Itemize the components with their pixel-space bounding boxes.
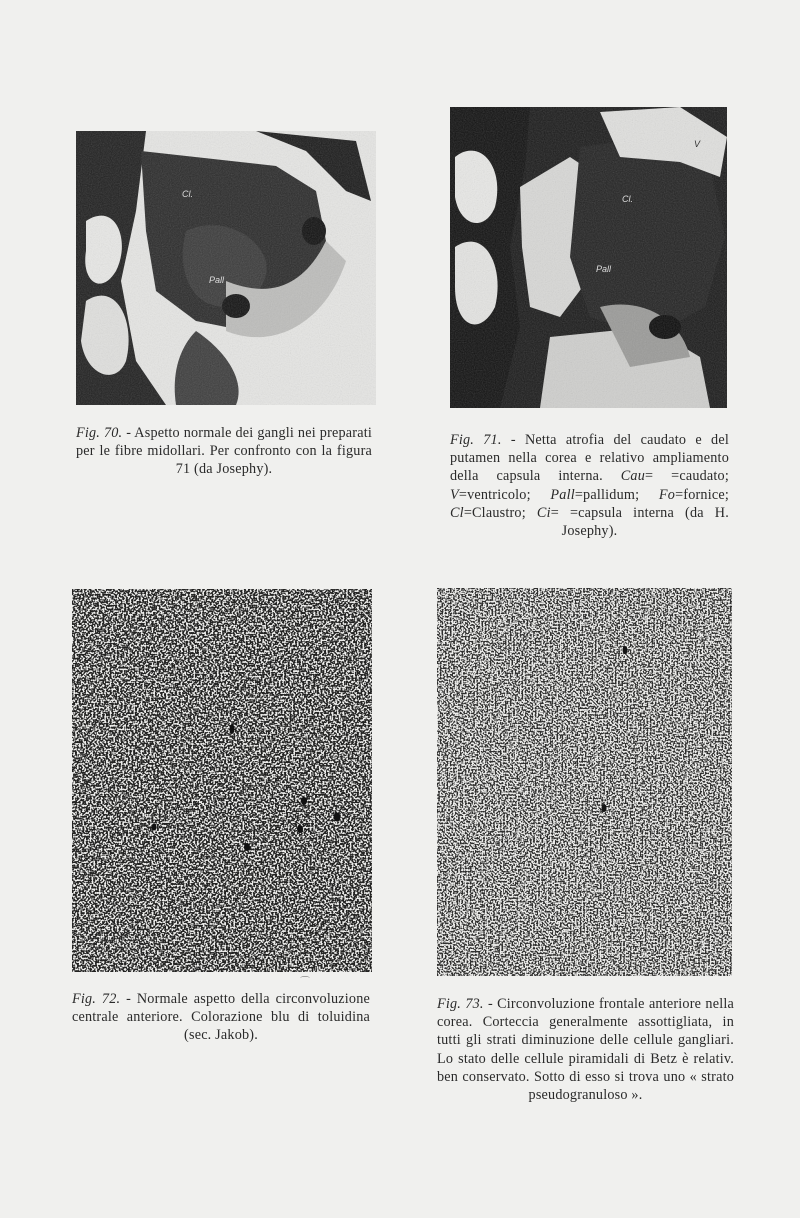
- abbr-cau: Cau: [620, 468, 646, 485]
- abbr-v: V: [450, 486, 459, 503]
- abbr-fo-def: =fornice;: [675, 486, 729, 503]
- figure-70-svg: [76, 131, 376, 405]
- abbr-cl: Cl: [450, 504, 464, 521]
- figure-72-photo: [72, 589, 372, 972]
- figure-71-caption-text: - Netta atrofia del caudato e del putamen nella corea e relativo ampliamento della capsula interna.: [450, 432, 729, 485]
- abbr-pall: Pall: [550, 486, 575, 503]
- fig71-label-v: V: [694, 139, 701, 149]
- fig70-label-pall: Pall: [209, 275, 225, 285]
- fig70-label-fo: Fo: [281, 143, 292, 153]
- figure-72-svg: [72, 589, 372, 972]
- abbr-pall-def: =pallidum;: [574, 486, 640, 503]
- figure-73-svg: [437, 588, 732, 976]
- figure-73-caption-text: - Circonvoluzione frontale anteriore nella corea. Corteccia generalmente assottigliata, in tutti gli strati diminuzione delle cellule gangliari. Lo stato delle cellule piramidali di Betz è relativ. ben conservato. Sotto di esso si trova uno « strato pseudogranuloso ».: [437, 996, 734, 1104]
- scan-mark: ⌒: [300, 977, 310, 988]
- figure-70-caption: [76, 424, 372, 479]
- figure-71-caption: [450, 431, 729, 540]
- abbr-cl-def: =Claustro;: [463, 504, 526, 521]
- abbr-ci: Ci: [536, 504, 551, 521]
- fig71-label-pall: Pall: [596, 264, 612, 274]
- figure-73-label: Fig. 73.: [437, 996, 484, 1012]
- fig71-label-cl: Cl.: [622, 194, 633, 204]
- abbr-v-def: =ventricolo;: [458, 486, 531, 503]
- figure-73-caption: [437, 995, 734, 1104]
- abbr-fo: Fo: [658, 486, 676, 503]
- figure-71-label: Fig. 71.: [450, 432, 502, 448]
- figure-70-caption-text: - Aspetto normale dei gangli nei preparati per le fibre midollari. Per confronto con la figura 71 (da Josephy).: [76, 425, 372, 478]
- figure-70-label: Fig. 70.: [76, 425, 123, 441]
- abbr-ci-def: = =capsula interna (da H. Josephy).: [550, 504, 729, 540]
- fig70-label-cl: Cl.: [182, 189, 193, 199]
- figure-72-caption-text: - Normale aspetto della circonvoluzione centrale anteriore. Colorazione blu di toluidina (sec. Jakob).: [72, 991, 370, 1044]
- figure-71-photo: [450, 107, 727, 408]
- figure-72-caption: [72, 990, 370, 1045]
- abbr-cau-def: = =caudato;: [645, 468, 729, 485]
- figure-73-photo: [437, 588, 732, 976]
- figure-70-photo: [76, 131, 376, 405]
- figure-72-label: Fig. 72.: [72, 991, 121, 1007]
- figure-71-svg: [450, 107, 727, 408]
